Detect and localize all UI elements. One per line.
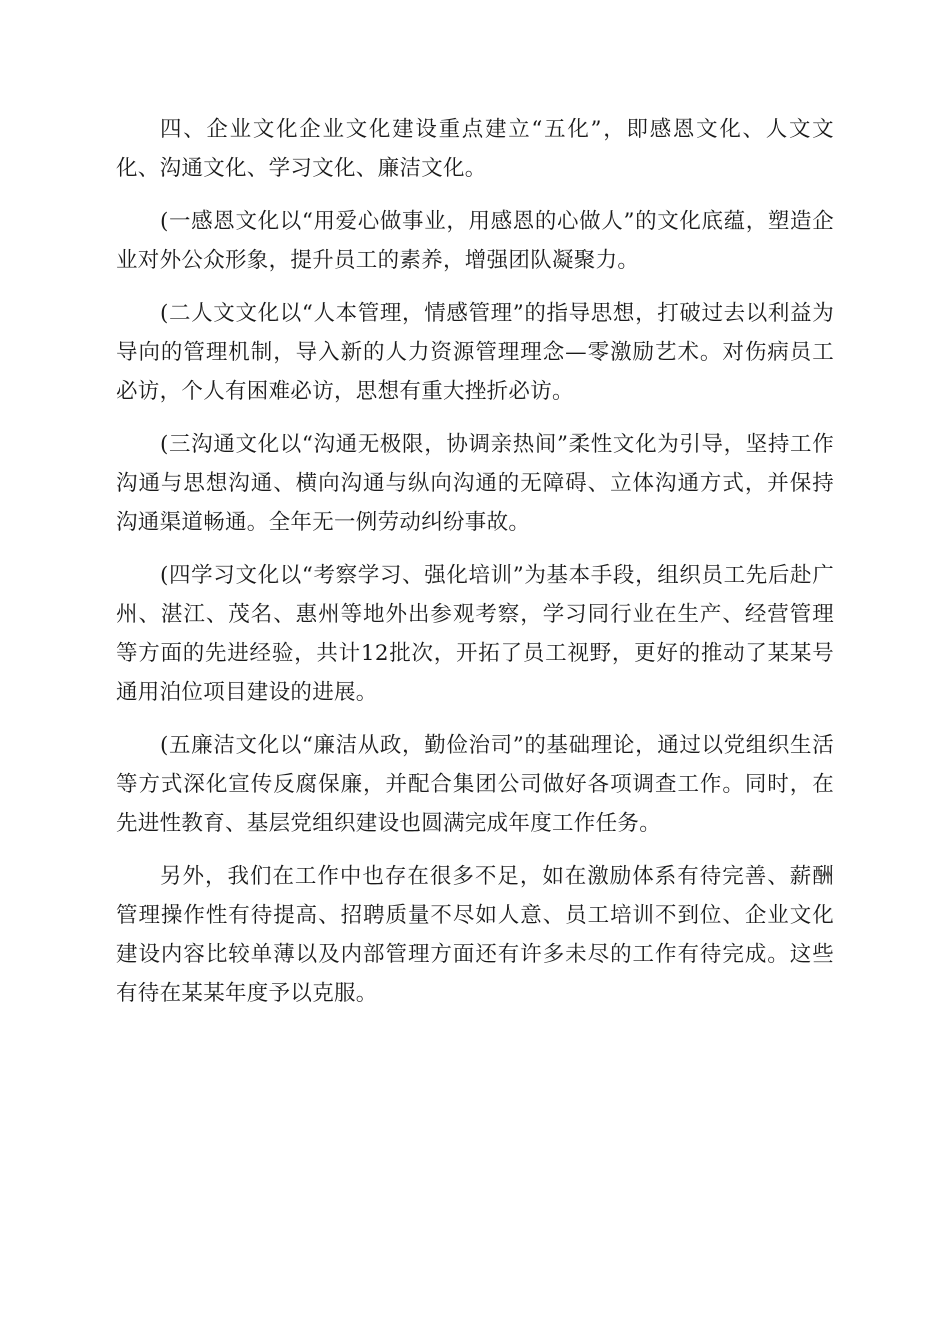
paragraph-learning-culture: (四学习文化以“考察学习、强化培训”为基本手段，组织员工先后赴广州、湛江、茂名、惠州等地外出参观考察，学习同行业在生产、经营管理等方面的先进经验，共计12批次，开拓了员工视野，更好的推动了某某号通用泊位项目建设的进展。 <box>116 563 834 705</box>
paragraph-corporate-culture-intro: 四、企业文化企业文化建设重点建立“五化”，即感恩文化、人文文化、沟通文化、学习文化、廉洁文化。 <box>116 117 834 181</box>
paragraph-humanistic-culture: (二人文文化以“人本管理，情感管理”的指导思想，打破过去以利益为导向的管理机制，导入新的人力资源管理理念—零激励艺术。对伤病员工必访，个人有困难必访，思想有重大挫折必访。 <box>116 301 834 404</box>
paragraph-gratitude-culture: (一感恩文化以“用爱心做事业，用感恩的心做人”的文化底蕴，塑造企业对外公众形象，提升员工的素养，增强团队凝聚力。 <box>116 209 834 273</box>
document-body <box>116 110 834 1027</box>
paragraph-integrity-culture: (五廉洁文化以“廉洁从政，勤俭治司”的基础理论，通过以党组织生活等方式深化宣传反腐保廉，并配合集团公司做好各项调查工作。同时，在先进性教育、基层党组织建设也圆满完成年度工作任务。 <box>116 733 834 836</box>
paragraph-shortcomings: 另外，我们在工作中也存在很多不足，如在激励体系有待完善、薪酬管理操作性有待提高、招聘质量不尽如人意、员工培训不到位、企业文化建设内容比较单薄以及内部管理方面还有许多未尽的工作有待完成。这些有待在某某年度予以克服。 <box>116 864 834 1006</box>
paragraph-communication-culture: (三沟通文化以“沟通无极限，协调亲热间”柔性文化为引导，坚持工作沟通与思想沟通、横向沟通与纵向沟通的无障碍、立体沟通方式，并保持沟通渠道畅通。全年无一例劳动纠纷事故。 <box>116 432 834 535</box>
